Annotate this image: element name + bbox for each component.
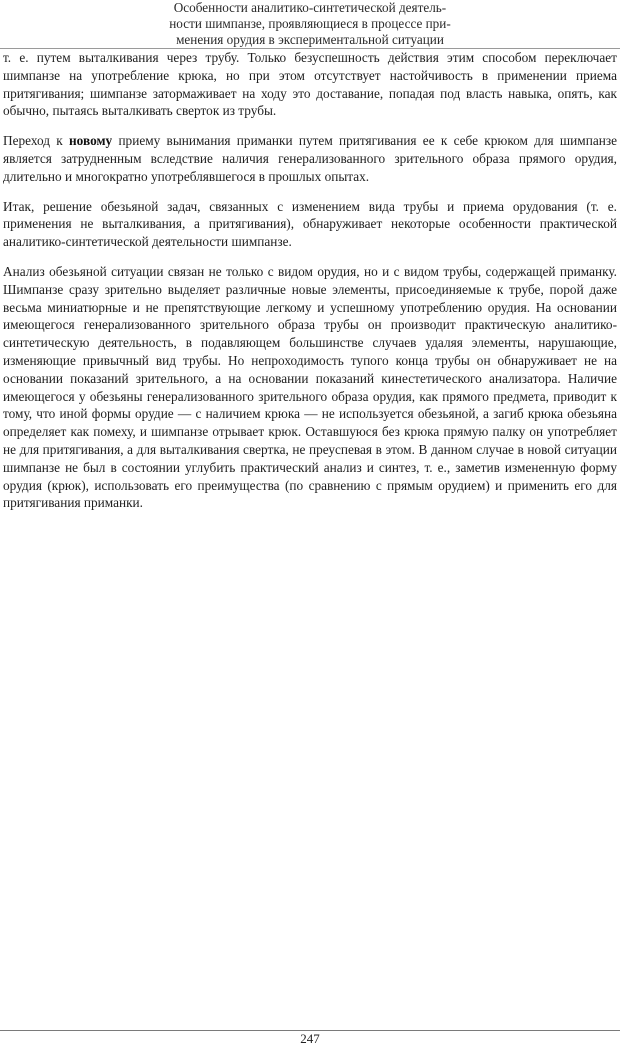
page-number: 247: [300, 1031, 320, 1046]
paragraph-2-lead: Переход к: [3, 133, 70, 149]
paragraph-4: Анализ обезьяной ситуации связан не только с видом орудия, но и с видом трубы, содержащей приманку. Шимпанзе сразу зрительно выделяет различные новые элементы, присоединяемые к трубе, порой даже весьма миниатюрные и не препятствующие легкому и успешному употреблению орудия. На основании имеющегося генерализованного зрительного образа трубы он производит практическую аналитико-синтетическую деятельность, в подавляющем большинстве случаев удаляя элементы, нарушающие, изменяющие привычный вид трубы. Но непроходимость тупого конца трубы он обнаруживает не на основании показаний зрительного, а на основании показаний кинестетического анализатора. Наличие имеющегося у обезьяны генерализованного зрительного образа орудия, как прямого предмета, приводит к тому, что иной формы орудие — с наличием крюка — не используется обезьяной, а загиб крюка обезьяна определяет как помеху, и шимпанзе отрывает крюк. Оставшуюся без крюка прямую палку он употребляет не для притягивания, а для выталкивания свертка, не преуспевая в этом. В данном случае в новой ситуации шимпанзе не был в состоянии углубить практический анализ и синтез, т. е., заметив измененную форму орудия (крюк), использовать его преимущества (по сравнению с прямым орудием) и применить его для притягивания приманки.: [3, 263, 617, 511]
emphasized-word: новому: [69, 133, 113, 149]
paragraph-2: [3, 132, 617, 185]
paragraph-3: Итак, решение обезьяной задач, связанных с изменением вида трубы и приема орудования (т. е. применения не выталкивания, а притягивания), обнаруживает некоторые особенности практической аналитико-синтетической деятельности шимпанзе.: [3, 198, 617, 250]
running-header: [0, 0, 620, 49]
running-header-line-3: менения орудия в экспериментальной ситуации: [176, 32, 444, 48]
paragraph-1: т. е. путем выталкивания через трубу. Только безуспешность действия этим способом переключает шимпанзе на употребление крюка, но при этом отсутствует настойчивость в применении приема притягивания; шимпанзе затормаживает на ходу это доставание, попадая под власть навыка, опять, как обычно, пытаясь выталкивать сверток из трубы.: [3, 50, 617, 119]
running-header-line-1: Особенности аналитико-синтетической деятель-: [173, 0, 447, 15]
paragraph-2-rest: приему вынимания приманки путем притягивания ее к себе крюком для шимпанзе является затрудненным вследствие наличия генерализованного зрительного образа прямого орудия, длительно и многократно употреблявшегося в прошлых опытах.: [3, 133, 617, 184]
running-header-line-2: ности шимпанзе, проявляющиеся в процессе при-: [169, 16, 451, 32]
page-body: [3, 49, 617, 524]
